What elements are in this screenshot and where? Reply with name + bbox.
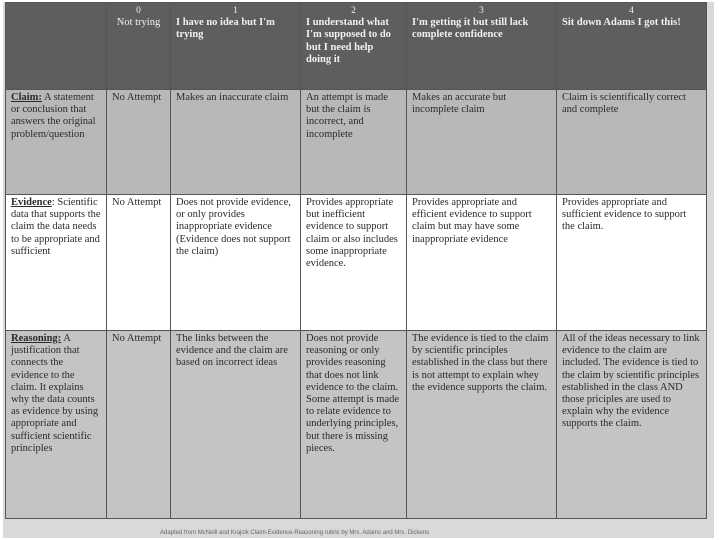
- cell-level-0: No Attempt: [107, 195, 171, 331]
- level-label: I understand what I'm supposed to do but I need help doing it: [306, 17, 391, 65]
- cell-level-4: All of the ideas necessary to link evidence to the claim are included. The evidence is tied to the claim by scientific principles established in the class AND those priciples are used to explain why the evidence supports the claim.: [557, 331, 707, 519]
- level-number: 3: [479, 6, 484, 16]
- cell-level-4: Claim is scientifically correct and complete: [557, 90, 707, 195]
- cell-level-4: Provides appropriate and sufficient evidence to support the claim.: [557, 195, 707, 331]
- cell-level-2: Does not provide reasoning or only provides reasoning that does not link evidence to the claim. Some attempt is made to relate evidence to underlying principles, but there is missing pieces.: [301, 331, 407, 519]
- cell-level-1: Makes an inaccurate claim: [171, 90, 301, 195]
- level-number: 2: [351, 6, 356, 16]
- header-row: [6, 3, 707, 90]
- cell-level-0: No Attempt: [107, 331, 171, 519]
- criterion-term: Reasoning:: [11, 333, 62, 344]
- header-level-2: [301, 3, 407, 90]
- cell-level-1: The links between the evidence and the claim are based on incorrect ideas: [171, 331, 301, 519]
- cell-level-3: Provides appropriate and efficient evidence to support claim but may have some inappropriate evidence: [407, 195, 557, 331]
- cell-level-0: No Attempt: [107, 90, 171, 195]
- level-number: 1: [233, 6, 238, 16]
- header-level-4: [557, 3, 707, 90]
- criterion-definition: A statement or conclusion that answers the original problem/question: [11, 92, 96, 140]
- header-level-3: [407, 3, 557, 90]
- level-label: Sit down Adams I got this!: [562, 17, 681, 29]
- cell-level-3: The evidence is tied to the claim by scientific principles established in the class but there is not attempt to explain whey the evidence supports the claim.: [407, 331, 557, 519]
- level-label: I have no idea but I'm trying: [176, 17, 275, 41]
- level-number: 0: [136, 6, 141, 16]
- criterion-definition: A justification that connects the evidence to the claim. It explains why the data counts as evidence by using appropriate and sufficient scientific principles: [11, 333, 99, 454]
- criterion-reasoning: [6, 331, 107, 519]
- rubric-row-reasoning: [6, 331, 707, 519]
- level-number: 4: [629, 6, 634, 16]
- cell-level-3: Makes an accurate but incomplete claim: [407, 90, 557, 195]
- criterion-term: Claim:: [11, 92, 42, 103]
- cell-level-2: Provides appropriate but inefficient evidence to support claim or also includes some inappropriate evidence.: [301, 195, 407, 331]
- level-label: I'm getting it but still lack complete confidence: [412, 17, 529, 41]
- criterion-claim: [6, 90, 107, 195]
- cer-rubric-table: [5, 2, 707, 519]
- header-corner: [6, 3, 107, 90]
- level-label: Not trying: [116, 17, 161, 29]
- rubric-sheet: [3, 2, 714, 538]
- cell-level-2: An attempt is made but the claim is incorrect, and incomplete: [301, 90, 407, 195]
- rubric-row-claim: [6, 90, 707, 195]
- criterion-definition: : Scientific data that supports the claim the data needs to be appropriate and sufficient: [11, 197, 101, 257]
- criterion-term: Evidence: [11, 197, 52, 208]
- cell-level-1: Does not provide evidence, or only provides inappropriate evidence (Evidence does not support the claim): [171, 195, 301, 331]
- criterion-evidence: [6, 195, 107, 331]
- rubric-row-evidence: [6, 195, 707, 331]
- header-level-1: [171, 3, 301, 90]
- attribution-footer: Adapted from McNeill and Krajcik Claim-Evidence-Reasoning rubric by Mrs. Adams and Mrs. Dickens: [160, 530, 430, 536]
- header-level-0: [107, 3, 171, 90]
